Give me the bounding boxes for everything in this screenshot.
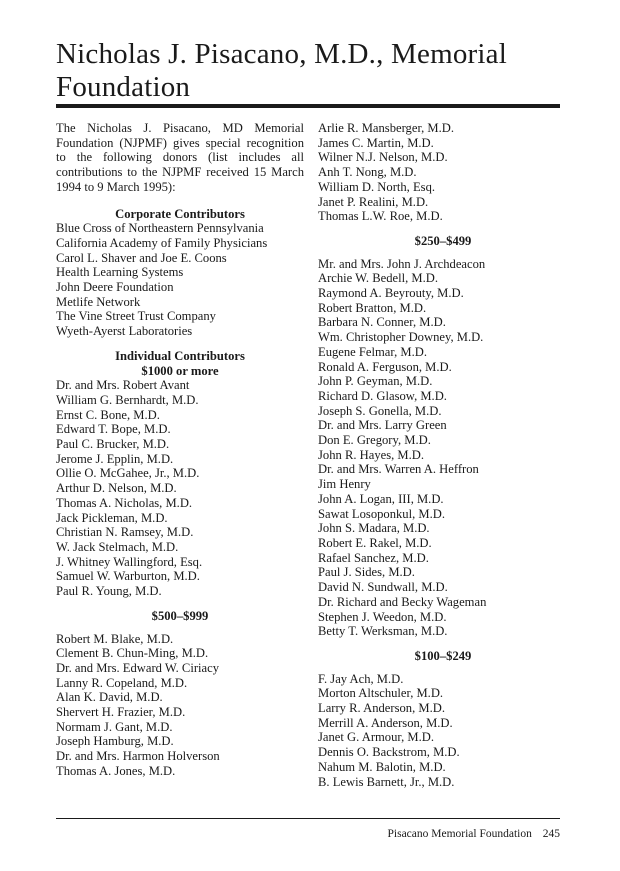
donor-name: W. Jack Stelmach, M.D. xyxy=(56,539,179,554)
donor-name: Sawat Losoponkul, M.D. xyxy=(318,506,445,521)
donor-name: Lanny R. Copeland, M.D. xyxy=(56,675,188,690)
page-footer xyxy=(388,828,561,840)
tier-100-list xyxy=(318,672,568,790)
tier-250-heading: $250–$499 xyxy=(414,233,472,248)
donor-name: Raymond A. Beyrouty, M.D. xyxy=(318,286,464,301)
donor-name: Arlie R. Mansberger, M.D. xyxy=(318,121,455,135)
donor-name: Anh T. Nong, M.D. xyxy=(318,165,417,180)
donor-name: Larry R. Anderson, M.D. xyxy=(318,701,445,716)
corporate-heading: Corporate Contributors xyxy=(115,206,245,221)
donor-name: Blue Cross of Northeastern Pennsylvania xyxy=(56,221,264,236)
donor-name: Carol L. Shaver and Joe E. Coons xyxy=(56,250,227,265)
donor-name: Jack Pickleman, M.D. xyxy=(56,510,168,525)
tier-500-list-right xyxy=(318,121,568,224)
donor-name: Thomas A. Jones, M.D. xyxy=(56,763,176,778)
donor-name: Betty T. Werksman, M.D. xyxy=(318,624,448,639)
donor-name: Ernst C. Bone, M.D. xyxy=(56,407,160,422)
donor-name: Stephen J. Weedon, M.D. xyxy=(318,609,447,624)
donor-name: Joseph S. Gonella, M.D. xyxy=(318,403,442,418)
donor-name: Dr. Richard and Becky Wageman xyxy=(318,594,487,609)
donor-name: Dennis O. Backstrom, M.D. xyxy=(318,745,460,760)
tier-500-list-left xyxy=(56,632,304,779)
donor-name: Barbara N. Conner, M.D. xyxy=(318,315,446,330)
donor-name: Wm. Christopher Downey, M.D. xyxy=(318,330,484,345)
donor-name: James C. Martin, M.D. xyxy=(318,135,434,150)
donor-name: Ronald A. Ferguson, M.D. xyxy=(318,359,452,374)
donor-name: Paul R. Young, M.D. xyxy=(56,584,162,599)
donor-name: Eugene Felmar, M.D. xyxy=(318,344,427,359)
page-title: Nicholas J. Pisacano, M.D., Memorial Foundation xyxy=(56,38,507,103)
donor-name: Samuel W. Warburton, M.D. xyxy=(56,569,200,584)
donor-name: Metlife Network xyxy=(56,294,141,309)
donor-name: John Deere Foundation xyxy=(56,280,174,295)
donor-name: Robert M. Blake, M.D. xyxy=(56,631,174,646)
left-column xyxy=(56,121,304,779)
donor-name: Paul J. Sides, M.D. xyxy=(318,565,415,580)
tier-1000-list xyxy=(56,378,304,599)
donor-name: Jim Henry xyxy=(318,477,371,492)
donor-name: Arthur D. Nelson, M.D. xyxy=(56,481,177,496)
tier-100-heading: $100–$249 xyxy=(414,648,472,663)
corporate-list xyxy=(56,221,304,339)
donor-name: Mr. and Mrs. John J. Archdeacon xyxy=(318,256,486,271)
donor-name: William D. North, Esq. xyxy=(318,179,436,194)
donor-name: William G. Bernhardt, M.D. xyxy=(56,392,199,407)
donor-name: Robert Bratton, M.D. xyxy=(318,300,427,315)
donor-name: California Academy of Family Physicians xyxy=(56,235,268,250)
individual-heading: Individual Contributors xyxy=(115,348,245,363)
donor-name: Richard D. Glasow, M.D. xyxy=(318,388,447,403)
donor-name: F. Jay Ach, M.D. xyxy=(318,671,404,686)
donor-name: Health Learning Systems xyxy=(56,265,184,280)
donor-name: David N. Sundwall, M.D. xyxy=(318,580,448,595)
donor-name: Dr. and Mrs. Edward W. Ciriacy xyxy=(56,660,219,675)
tier-500-heading: $500–$999 xyxy=(151,608,209,623)
right-column xyxy=(318,121,568,789)
donor-name: Dr. and Mrs. Warren A. Heffron xyxy=(318,462,479,477)
donor-name: Merrill A. Anderson, M.D. xyxy=(318,715,453,730)
donor-name: Normam J. Gant, M.D. xyxy=(56,719,173,734)
donor-name: Edward T. Bope, M.D. xyxy=(56,422,171,437)
tier-1000-heading: $1000 or more xyxy=(141,363,219,378)
tier-250-list xyxy=(318,257,568,639)
donor-name: Archie W. Bedell, M.D. xyxy=(318,271,438,286)
donor-name: Janet P. Realini, M.D. xyxy=(318,194,429,209)
donor-name: The Vine Street Trust Company xyxy=(56,309,216,324)
donor-name: Rafael Sanchez, M.D. xyxy=(318,550,429,565)
donor-name: John S. Madara, M.D. xyxy=(318,521,430,536)
donor-name: Shervert H. Frazier, M.D. xyxy=(56,705,186,720)
donor-name: Dr. and Mrs. Robert Avant xyxy=(56,378,190,393)
page-number: 245 xyxy=(542,828,560,840)
donor-name: Dr. and Mrs. Larry Green xyxy=(318,418,447,433)
title-rule xyxy=(56,104,560,108)
donor-name: Thomas L.W. Roe, M.D. xyxy=(318,209,443,224)
donor-name: Thomas A. Nicholas, M.D. xyxy=(56,495,193,510)
donor-name: John A. Logan, III, M.D. xyxy=(318,491,444,506)
donor-name: Jerome J. Epplin, M.D. xyxy=(56,451,174,466)
donor-name: B. Lewis Barnett, Jr., M.D. xyxy=(318,774,455,789)
intro-paragraph: The Nicholas J. Pisacano, MD Memorial Foundation (NJPMF) gives special recognition to the following donors (list includes all contributions to the NJPMF received 15 March 1994 to 9 March 1995): xyxy=(56,121,304,194)
donor-name: Wilner N.J. Nelson, M.D. xyxy=(318,150,448,165)
donor-name: Alan K. David, M.D. xyxy=(56,690,163,705)
donor-name: Christian N. Ramsey, M.D. xyxy=(56,525,194,540)
footer-rule xyxy=(56,818,560,819)
donor-name: Ollie O. McGahee, Jr., M.D. xyxy=(56,466,200,481)
donor-name: Nahum M. Balotin, M.D. xyxy=(318,759,446,774)
donor-name: John R. Hayes, M.D. xyxy=(318,447,424,462)
donor-name: Joseph Hamburg, M.D. xyxy=(56,734,174,749)
donor-name: Morton Altschuler, M.D. xyxy=(318,686,444,701)
donor-name: Clement B. Chun-Ming, M.D. xyxy=(56,646,209,661)
donor-name: Don E. Gregory, M.D. xyxy=(318,433,431,448)
donor-name: Robert E. Rakel, M.D. xyxy=(318,535,432,550)
donor-name: Janet G. Armour, M.D. xyxy=(318,730,434,745)
donor-name: John P. Geyman, M.D. xyxy=(318,374,433,389)
donor-name: Wyeth-Ayerst Laboratories xyxy=(56,324,193,339)
donor-name: Paul C. Brucker, M.D. xyxy=(56,437,170,452)
donor-name: Dr. and Mrs. Harmon Holverson xyxy=(56,749,220,764)
donor-name: J. Whitney Wallingford, Esq. xyxy=(56,554,203,569)
running-title: Pisacano Memorial Foundation xyxy=(387,828,532,840)
